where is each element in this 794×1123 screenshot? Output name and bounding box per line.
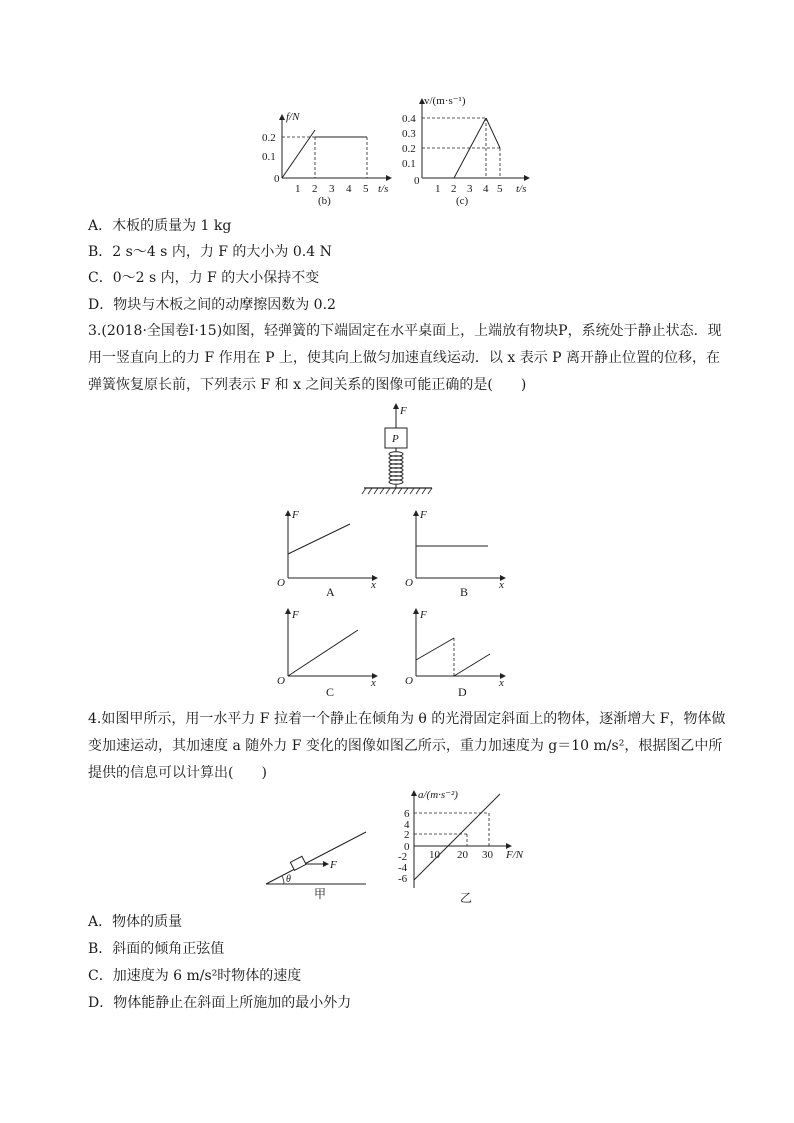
spring-force-label: F [400,405,407,417]
q3-graph-a-origin: O [277,577,285,589]
q4-graph-xtick: 10 [429,849,440,861]
q3-graph-c-origin: O [277,675,285,687]
q3-graph-a-xlabel: x [371,579,376,591]
graph-c-xlabel: t/s [516,183,527,195]
graph-c-xtick: 1 [435,183,441,195]
graph-b-xtick: 3 [329,183,335,195]
q3-graph-b [404,506,514,598]
q3-graph-c-ylabel: F [292,609,299,621]
graph-b-caption: (b) [318,195,331,207]
q2-option-c: C．0～2 s 内，力 F 的大小保持不变 [88,270,320,286]
q4-graph-xtick: 30 [482,849,493,861]
q3-graph-d-ylabel: F [420,609,427,621]
graph-b-origin: 0 [274,173,280,185]
q4-graph-ytick: -2 [398,851,408,863]
q4-graph-ytick: -4 [398,862,408,874]
graph-c-xtick: 5 [497,183,503,195]
graph-c-ytick: 0.2 [402,143,416,155]
incline-force-label: F [330,859,337,871]
q4-stem: 4.如图甲所示，用一水平力 F 拉着一个静止在倾角为 θ 的光滑固定斜面上的物体，逐渐增大 F，物体做变加速运动，其加速度 a 随外力 F 变化的图像如图乙所示，重力加速度为 g＝10 m/s²，根据图乙中所提供的信息可以计算出( ) [88,711,726,781]
q4-graph-xlabel: F/N [506,849,524,861]
graph-c-origin: 0 [414,175,420,187]
graph-c-ytick: 0.1 [402,158,416,170]
graph-c-caption: (c) [456,195,469,207]
q4-option-b: B．斜面的倾角正弦值 [88,941,225,957]
spring-coil [389,452,403,484]
q4-graph-caption: 乙 [460,891,473,905]
graph-b-xtick: 5 [363,183,369,195]
q4-option-c: C．加速度为 6 m/s²时物体的速度 [88,968,302,984]
q3-graph-a-caption: A [326,585,335,598]
q4-option-d: D．物体能静止在斜面上所施加的最小外力 [88,995,352,1011]
graph-b-xtick: 2 [312,183,318,195]
q3-graph-d [404,604,514,698]
graph-c-xtick: 2 [451,183,457,195]
q4-graph-ytick: -6 [398,873,408,885]
graph-c-ytick: 0.4 [402,113,416,125]
q3-graph-b-origin: O [405,577,413,589]
q2-option-d: D．物块与木板之间的动摩擦因数为 0.2 [88,297,336,313]
q2-option-a: A．木板的质量为 1 kg [88,218,232,234]
q4-graph-ytick: 2 [404,829,410,841]
q3-graph-d-origin: O [405,675,413,687]
q4-option-a: A．物体的质量 [88,914,183,930]
graph-b-xtick: 1 [295,183,301,195]
q3-graph-b-ylabel: F [420,509,427,521]
block-p-label: P [392,433,399,445]
q4-graph-ytick: 6 [404,808,410,820]
q3-graph-b-caption: B [460,585,469,598]
q4-graph-ytick: 4 [404,819,410,831]
q3-graph-c [276,604,386,698]
q3-graph-b-xlabel: x [499,579,504,591]
graph-c-xtick: 4 [483,183,489,195]
graph-c [400,92,540,208]
q4-graph-xtick: 20 [457,849,468,861]
q4-graph-b [396,788,532,908]
graph-b [262,108,402,208]
q3-graph-a-ylabel: F [292,509,299,521]
incline-block [290,856,306,870]
incline-angle-label: θ [286,874,291,885]
graph-c-ylabel: v/(m·s⁻¹) [424,95,466,107]
graph-b-xtick: 4 [346,183,352,195]
incline-figure [262,826,372,902]
graph-b-ytick: 0.1 [262,151,276,163]
q4-graph-origin: 0 [404,841,410,853]
q3-graph-c-xlabel: x [371,677,376,689]
graph-c-ytick: 0.3 [402,128,416,140]
graph-b-xlabel: t/s [378,183,389,195]
graph-b-ytick: 0.2 [262,132,276,144]
q3-stem: 3.(2018·全国卷Ⅰ·15)如图，轻弹簧的下端固定在水平桌面上，上端放有物块P，系统处于静止状态．现用一竖直向上的力 F 作用在 P 上，使其向上做匀加速直线运动．以 x 表示 P 离开静止位置的位移，在弹簧恢复原长前，下列表示 F 和 x 之间关系的图像可能正确的是( ) [88,323,722,393]
q2-option-b: B．2 s～4 s 内，力 F 的大小为 0.4 N [88,244,332,260]
q3-graph-a [276,506,386,598]
spring-block-figure [360,402,440,498]
incline-caption: 甲 [314,887,327,901]
q3-graph-d-caption: D [458,685,467,698]
graph-b-ylabel: f/N [286,111,300,123]
graph-c-xtick: 3 [467,183,473,195]
q4-graph-ylabel: a/(m·s⁻²) [418,789,458,801]
q3-graph-d-xlabel: x [499,677,504,689]
ground-hatch [362,488,432,494]
q3-graph-c-caption: C [326,685,335,698]
